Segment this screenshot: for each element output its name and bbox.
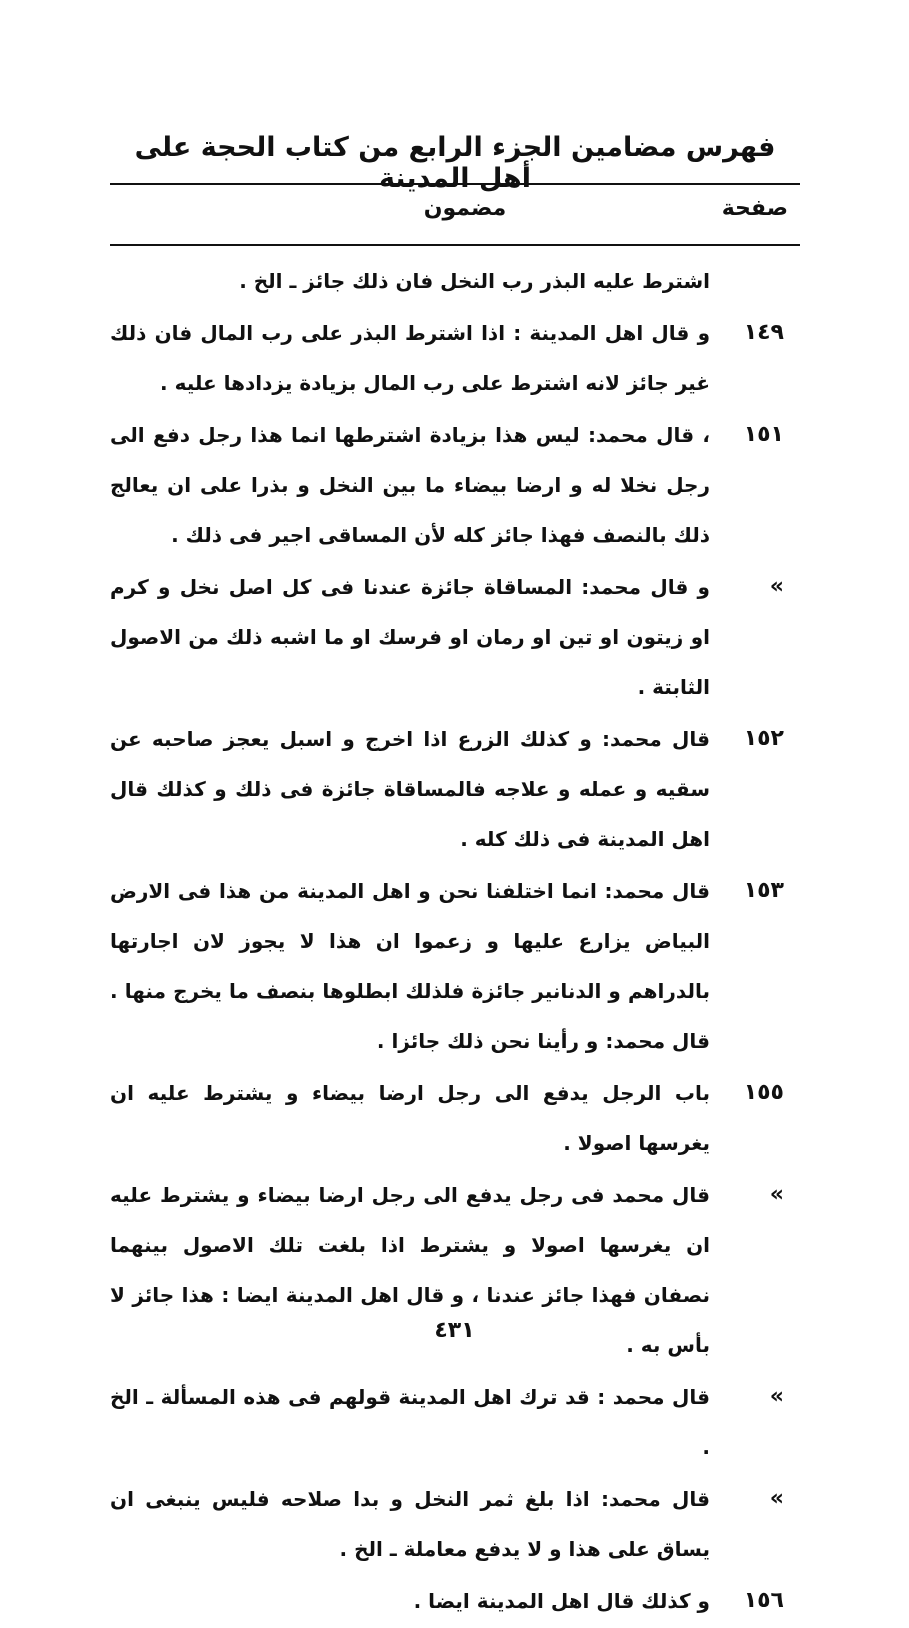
folio-page-number: ٤٣١ [434,1318,475,1343]
entry-text: قال محمد فى رجل يدفع الى رجل ارضا بيضاء و يشترط عليه ان يغرسها اصولا و يشترط اذا بلغت تلك الاصول بينهما نصفان فهذا جائز عندنا ، و قال اهل المدينة ايضا : هذا جائز لا بأس به . [110,1183,710,1357]
entry-text: و كذلك قال اهل المدينة ايضا . [413,1589,710,1613]
entry-text: قال محمد: و كذلك الزرع اذا اخرج و اسبل يعجز صاحبه عن سقيه و عمله و علاجه فالمساقاة جائزة فى ذلك و كذلك قال اهل المدينة فى ذلك كله . [110,727,710,851]
index-entry [110,1576,800,1626]
entry-text: باب الرجل يدفع الى رجل ارضا بيضاء و يشترط عليه ان يغرسها اصولا . [110,1081,710,1155]
entry-page-number: ١٥٥ [743,1080,784,1105]
entry-text: قال محمد : قد ترك اهل المدينة قولهم فى هذه المسألة ـ الخ . [110,1385,710,1459]
entry-text: قال محمد: انما اختلفنا نحن و اهل المدينة من هذا فى الارض البياض يزارع عليها و زعموا ان هذا لا يجوز لان اجارتها بالدراهم و الدنانير جائزة فلذلك ابطلوها بنصف ما يخرج منها . قال محمد: و رأينا نحن ذلك جائزا . [110,879,710,1053]
entry-text: اشترط عليه البذر رب النخل فان ذلك جائز ـ الخ . [239,269,710,293]
entry-text: و قال محمد: المساقاة جائزة عندنا فى كل اصل نخل و كرم او زيتون او تين او رمان او فرسك او ما اشبه ذلك من الاصول الثابتة . [110,575,710,699]
page-title: فهرس مضامين الجزء الرابع من كتاب الحجة على أهل المدينة [134,132,776,194]
entry-text: و قال اهل المدينة : اذا اشترط البذر على رب المال فان ذلك غير جائز لانه اشترط على رب المال بزيادة يزدادها عليه . [110,321,710,395]
top-rule [110,183,800,185]
index-entry [110,1068,800,1168]
entry-page-number: ١٤٩ [743,320,784,345]
index-entry [110,714,800,864]
header-rule [110,244,800,246]
topic-column-header: مضمون [423,196,507,221]
index-entry [110,1372,800,1472]
index-entry [110,562,800,712]
index-entries [110,256,800,1628]
index-entry [110,256,800,306]
index-entry [110,866,800,1066]
entry-text: قال محمد: اذا بلغ ثمر النخل و بدا صلاحه فليس ينبغى ان يساق على هذا و لا يدفع معاملة ـ الخ . [110,1487,710,1561]
index-entry [110,308,800,408]
entry-text: ، قال محمد: ليس هذا بزيادة اشترطها انما هذا رجل دفع الى رجل نخلا له و ارضا بيضاء ما بين النخل و بذرا على ان يعالج ذلك بالنصف فهذا جائز كله لأن المساقى اجير فى ذلك . [110,423,710,547]
entry-page-number [730,256,784,306]
entry-page-number: ١٥١ [743,422,784,447]
entry-page-number: » [769,1384,784,1409]
entry-page-number: » [769,574,784,599]
entry-page-number: » [769,1182,784,1207]
index-entry [110,410,800,560]
page-column-header: صفحة [721,196,788,221]
entry-page-number: » [769,1486,784,1511]
entry-page-number: ١٥٦ [743,1588,784,1613]
entry-page-number: ١٥٣ [743,878,784,903]
entry-page-number: ١٥٢ [743,726,784,751]
index-entry [110,1474,800,1574]
